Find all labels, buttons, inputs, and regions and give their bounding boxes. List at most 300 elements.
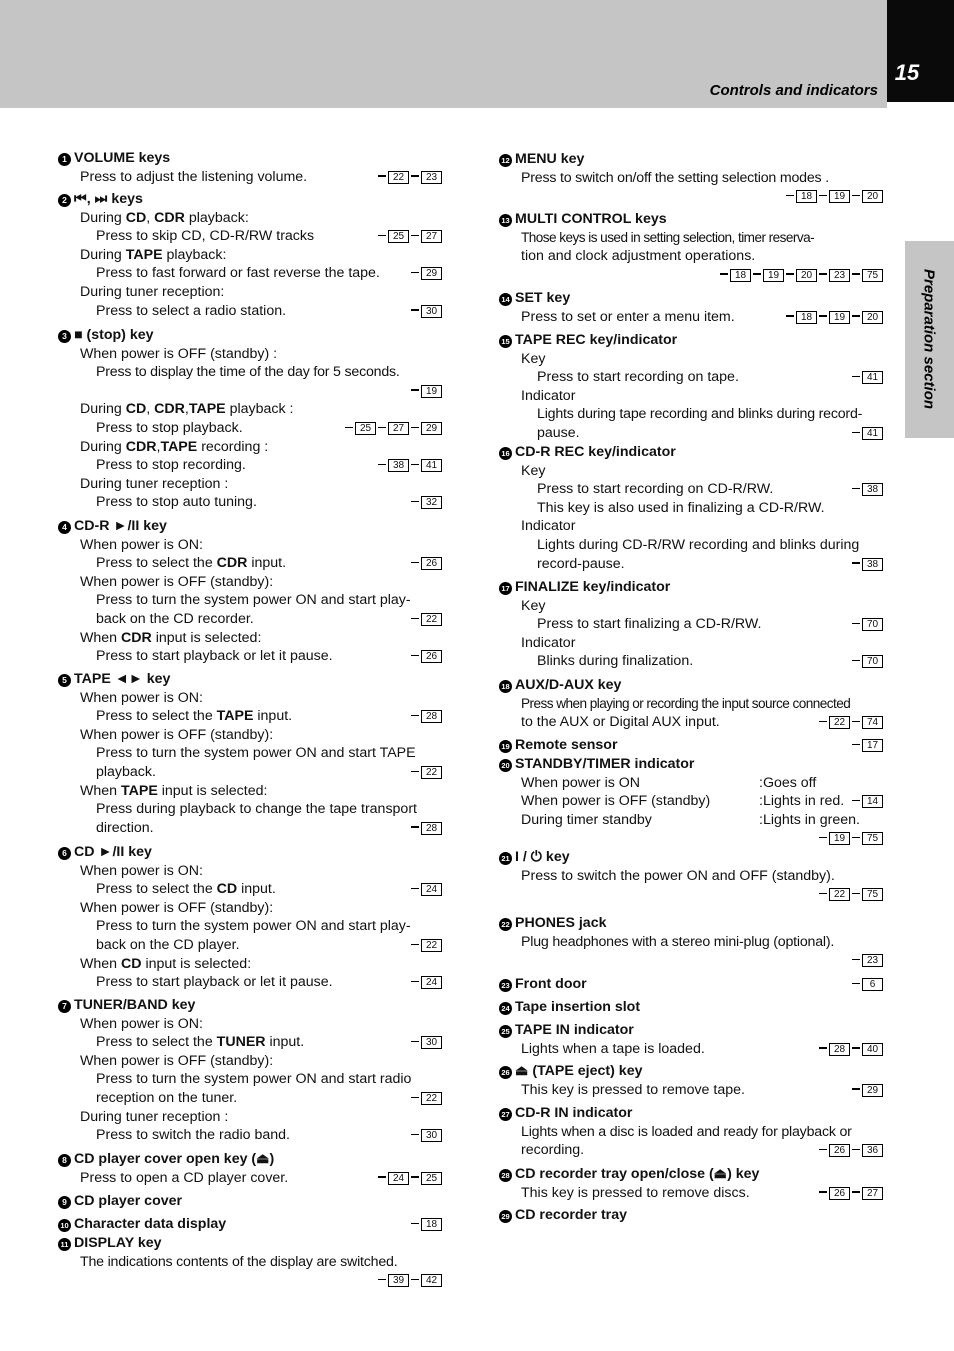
page-ref [852,481,883,497]
line-text: Blinks during finalization. [537,653,694,670]
line-text: Lights during tape recording and blinks during record- [537,406,863,423]
item-line [58,345,442,364]
item-title-text: ⏏ (TAPE eject) key [515,1063,643,1079]
page-number: 15 [894,60,920,85]
page-refs [850,368,883,387]
item-line [58,707,442,726]
circled-number-icon: 27 [499,1108,512,1121]
circled-number-icon: 3 [58,330,71,343]
item-line [499,308,883,327]
item-title [499,578,883,597]
page-ref [411,1127,442,1143]
item-line [499,695,883,714]
item-line [58,880,442,899]
item-line [58,302,442,321]
arrow-icon [411,272,419,273]
book-page-icon: 18 [796,311,817,324]
item-title-text: CD recorder tray [515,1207,627,1223]
circled-number-icon: 16 [499,447,512,460]
page-ref [378,1272,409,1288]
item-5 [58,670,442,837]
item-line [58,1126,442,1145]
arrow-icon [378,1279,386,1280]
circled-number-icon: 25 [499,1025,512,1038]
book-page-icon: 70 [862,618,883,631]
item-line [58,438,442,457]
page-ref [852,188,883,204]
item-18 [499,676,883,732]
page-ref [852,369,883,385]
arrow-icon [786,273,794,274]
item-title [499,975,883,994]
item-line [58,1108,442,1127]
line-text: back on the CD player. [96,936,240,953]
item-line [499,774,883,793]
circled-number-icon: 6 [58,847,71,860]
line-text: Lights when a tape is loaded. [521,1040,705,1057]
page-refs [409,1126,442,1145]
page-refs [409,554,442,573]
item-line [499,1141,883,1160]
item-title-text: CD recorder tray open/close (⏏) key [515,1166,760,1182]
item-line [499,368,883,387]
page-ref [411,708,442,724]
item-line [58,573,442,592]
page-refs [850,1081,883,1100]
item-line [499,387,883,406]
item-title-text: Character data display [74,1216,227,1232]
page-ref [786,267,817,283]
page-ref [819,1185,850,1201]
page-ref [852,653,883,669]
page-ref [852,267,883,283]
page-ref [786,309,817,325]
book-page-icon: 23 [862,954,883,967]
circled-number-icon: 10 [58,1219,71,1232]
item-title-text: CD ►/II key [74,844,152,860]
book-page-icon: 6 [862,978,883,991]
line-text: Press when playing or recording the input source connected [521,695,851,711]
book-page-icon: 41 [862,371,883,384]
item-line [58,283,442,302]
page-refs [409,493,442,512]
page-refs [409,610,442,629]
line-text: When power is OFF (standby): [80,1052,274,1069]
book-page-icon: 27 [388,422,409,435]
page-refs [850,480,883,499]
circled-number-icon: 7 [58,1000,71,1013]
page-ref [378,420,409,436]
line-text: Indicator [521,634,576,651]
book-page-icon: 20 [862,311,883,324]
arrow-icon [852,893,860,894]
item-title-text: MULTI CONTROL keys [515,211,667,227]
line-text: This key is pressed to remove discs. [521,1184,750,1201]
item-4 [58,517,442,666]
item-title-text: CD player cover [74,1193,183,1209]
item-line [58,610,442,629]
arrow-icon [819,315,827,316]
book-page-icon: 23 [829,269,850,282]
page-ref [411,764,442,780]
line-text: Press to select a radio station. [96,302,287,319]
item-line [58,591,442,610]
item-title [499,331,883,350]
item-title-text: CD-R IN indicator [515,1105,633,1121]
page-refs [817,829,883,848]
item-line [499,1184,883,1203]
line-text: direction. [96,819,154,836]
page-ref [819,267,850,283]
page-ref [852,714,883,730]
circled-number-icon: 15 [499,335,512,348]
circled-number-icon: 17 [499,582,512,595]
page-refs [817,1184,883,1203]
item-line [499,350,883,369]
item-title-text: CD-R ►/II key [74,518,167,534]
book-page-icon: 70 [862,655,883,668]
book-page-icon: 22 [829,888,850,901]
line-text: When CD input is selected: [80,955,252,972]
page-refs [409,880,442,899]
line-text: playback. [96,763,156,780]
page-ref [411,974,442,990]
arrow-icon [411,309,419,310]
book-page-icon: 41 [862,427,883,440]
item-line [58,899,442,918]
item-8 [58,1150,442,1187]
item-title-text: TAPE ◄► key [74,671,171,687]
page-ref [378,228,409,244]
item-line [58,744,442,763]
book-page-icon: 74 [862,716,883,729]
circled-number-icon: 21 [499,852,512,865]
page-refs [817,1040,883,1059]
arrow-icon [378,235,386,236]
item-line [58,1089,442,1108]
book-page-icon: 32 [421,496,442,509]
item-line [58,209,442,228]
page-refs [409,819,442,838]
item-line [499,555,883,574]
item-title [499,1062,883,1081]
item-title-text: FINALIZE key/indicator [515,579,671,595]
item-line [58,800,442,819]
circled-number-icon: 12 [499,154,512,167]
page-ref [852,952,883,968]
item-line [499,951,883,970]
line-text: When power is ON: [80,536,203,553]
line-text: Press to fast forward or fast reverse the tape. [96,265,380,282]
item-line [499,885,883,904]
arrow-icon [852,623,860,624]
item-6 [58,843,442,992]
line-text: back on the CD recorder. [96,610,254,627]
circled-number-icon: 23 [499,979,512,992]
line-text: Press to set or enter a menu item. [521,308,735,325]
page-refs [850,424,883,443]
item-line [499,424,883,443]
arrow-icon [411,1223,419,1224]
line-text: pause. [537,424,580,441]
book-page-icon: 18 [730,269,751,282]
page-ref [819,714,850,730]
arrow-icon [411,501,419,502]
page-refs [850,652,883,671]
circled-number-icon: 29 [499,1210,512,1223]
item-title [499,1165,883,1184]
item-line [58,363,442,382]
line-text: Indicator [521,518,576,535]
item-line [58,227,442,246]
line-text: Plug headphones with a stereo mini-plug (optional). [521,933,835,950]
item-line [499,634,883,653]
page-ref [852,616,883,632]
item-line [58,973,442,992]
page-ref [819,830,850,846]
book-page-icon: 30 [421,1036,442,1049]
page-ref [411,169,442,185]
item-10 [58,1215,442,1234]
page-ref [819,886,850,902]
circled-number-icon: 26 [499,1066,512,1079]
page-refs [784,308,883,327]
item-line [58,1052,442,1071]
line-text: Press to start recording on tape. [537,369,739,386]
circled-number-icon: 11 [58,1238,71,1251]
item-line [499,829,883,848]
line-text: Press to select the CD input. [96,881,276,898]
item-20 [499,755,883,848]
page-ref [819,1041,850,1057]
item-19 [499,736,883,755]
item-line [499,517,883,536]
item-9 [58,1192,442,1211]
page-refs [850,951,883,970]
page-ref [819,1142,850,1158]
book-page-icon: 22 [421,1092,442,1105]
item-3 [58,326,442,512]
line-text: This key is pressed to remove tape. [521,1081,745,1098]
page-refs [376,168,442,187]
item-line [58,862,442,881]
line-text: When power is ON: [80,1015,203,1032]
item-title [499,755,883,774]
book-page-icon: 29 [421,267,442,280]
line-text: When power is OFF (standby) [521,793,711,810]
line-text: During TAPE playback: [80,246,227,263]
item-line [58,475,442,494]
item-title [499,289,883,308]
page-ref [411,303,442,319]
line-text: Press to start playback or let it pause. [96,648,333,665]
item-line [58,763,442,782]
line-status: :Lights in green. [759,811,860,828]
arrow-icon [411,618,419,619]
book-page-icon: 40 [862,1043,883,1056]
item-line [58,819,442,838]
book-page-icon: 25 [355,422,376,435]
page-refs [718,266,883,285]
item-line [58,456,442,475]
arrow-icon [411,771,419,772]
arrow-icon [819,1191,827,1192]
book-page-icon: 30 [421,305,442,318]
page-refs [376,1169,442,1188]
item-title [499,210,883,229]
arrow-icon [852,1149,860,1150]
page-ref [411,383,442,399]
arrow-icon [819,1047,827,1048]
arrow-icon [411,427,419,428]
book-page-icon: 22 [421,613,442,626]
arrow-icon [720,273,728,274]
page-ref [819,309,850,325]
page-ref [852,737,883,753]
line-text: reception on the tuner. [96,1089,238,1106]
line-text: Lights when a disc is loaded and ready for playback or [521,1123,852,1140]
item-title [58,190,442,209]
page-ref [411,820,442,836]
item-11 [58,1234,442,1290]
book-page-icon: 27 [421,230,442,243]
page-ref [411,494,442,510]
item-title-text: Front door [515,976,587,992]
line-text: Press to turn the system power ON and start play- [96,918,411,935]
page-ref [411,648,442,664]
page-refs [409,264,442,283]
page-refs [409,647,442,666]
page-refs [409,1215,442,1234]
arrow-icon [378,427,386,428]
item-title-text: STANDBY/TIMER indicator [515,756,695,772]
page-refs [817,885,883,904]
arrow-icon [852,1088,860,1089]
page-ref [345,420,376,436]
page-refs [409,1089,442,1108]
line-text: Press to open a CD player cover. [80,1169,289,1186]
item-line [58,246,442,265]
item-line [499,187,883,206]
line-text: Those keys is used in setting selection, timer reserva- [521,229,815,245]
item-title [499,998,883,1017]
page-refs [850,736,883,755]
item-title-text: CD player cover open key (⏏) [74,1151,275,1167]
item-title [58,1150,442,1169]
item-title-text: ■ (stop) key [74,327,154,343]
item-title-text: MENU key [515,151,585,167]
page-refs [376,456,442,475]
page-ref [378,457,409,473]
item-1 [58,149,442,186]
arrow-icon [852,660,860,661]
book-page-icon: 19 [829,832,850,845]
item-title-text: AUX/D-AUX key [515,677,622,693]
page-refs [817,1141,883,1160]
line-text: When power is OFF (standby): [80,726,274,743]
item-line [58,629,442,648]
line-text: Press during playback to change the tape transport [96,801,417,818]
book-page-icon: 38 [388,459,409,472]
item-24 [499,998,883,1017]
arrow-icon [852,376,860,377]
item-line [58,536,442,555]
item-line [58,782,442,801]
page-ref [852,1082,883,1098]
page-ref [411,1034,442,1050]
item-title [499,914,883,933]
item-line [58,1070,442,1089]
arrow-icon [852,744,860,745]
item-29 [499,1206,883,1225]
line-text: Indicator [521,387,576,404]
item-line [58,955,442,974]
circled-number-icon: 22 [499,918,512,931]
item-line [58,168,442,187]
line-text: When CDR input is selected: [80,629,262,646]
item-line [499,480,883,499]
arrow-icon [852,959,860,960]
arrow-icon [411,715,419,716]
book-page-icon: 24 [421,883,442,896]
book-page-icon: 28 [421,822,442,835]
item-line [58,493,442,512]
item-25 [499,1021,883,1058]
page-refs [784,187,883,206]
arrow-icon [852,195,860,196]
book-page-icon: 75 [862,832,883,845]
item-line [499,499,883,518]
page-refs [850,975,883,994]
item-line [58,1253,442,1272]
line-text: When power is ON [521,774,641,791]
line-text: Press to stop auto tuning. [96,494,257,511]
item-line [499,713,883,732]
item-line [58,1033,442,1052]
book-page-icon: 23 [421,171,442,184]
line-text: When power is OFF (standby): [80,573,274,590]
book-page-icon: 38 [862,483,883,496]
line-text: Press to stop playback. [96,419,243,436]
circled-number-icon: 9 [58,1196,71,1209]
side-tab-label: Preparation section [920,268,938,410]
item-title [499,1206,883,1225]
item-27 [499,1104,883,1160]
item-line [58,1271,442,1290]
arrow-icon [411,175,419,176]
arrow-icon [852,721,860,722]
item-line [499,867,883,886]
item-line [58,419,442,438]
item-line [499,405,883,424]
book-page-icon: 25 [388,230,409,243]
item-line [499,615,883,634]
book-page-icon: 30 [421,1129,442,1142]
circled-number-icon: 13 [499,214,512,227]
book-page-icon: 26 [829,1144,850,1157]
book-page-icon: 24 [388,1172,409,1185]
arrow-icon [852,983,860,984]
line-text: to the AUX or Digital AUX input. [521,714,720,731]
page-ref [411,265,442,281]
line-text: Press to turn the system power ON and start TAPE [96,745,416,762]
page-ref [852,830,883,846]
item-title [499,443,883,462]
book-page-icon: 20 [796,269,817,282]
arrow-icon [852,1191,860,1192]
page-refs [376,1271,442,1290]
page-ref [411,555,442,571]
